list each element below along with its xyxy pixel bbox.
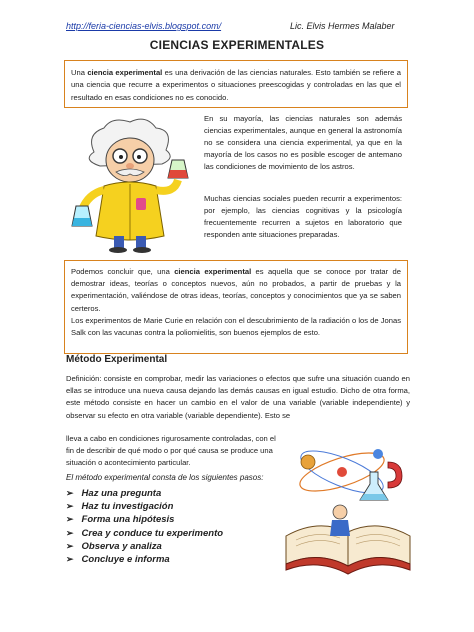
conclusion-text-post: es aquella que se conoce por tratar de demostrar ideas, teorías o conceptos nuevos, aún no probados, a partir de pruebas y la experimentación, valiéndose de otras ideas, teorías, conceptos y conocimientos que ya se saben certeros. (71, 267, 402, 313)
step-label: Forma una hipótesis (81, 514, 175, 526)
conclusion-text-pre: Podemos concluir que, una (71, 267, 175, 276)
steps-title: El método experimental consta de los siguientes pasos: (66, 473, 264, 482)
arrow-bullet-icon: ➢ (66, 488, 74, 498)
step-label: Haz una pregunta (81, 488, 162, 499)
column-paragraph-2: Muchas ciencias sociales pueden recurrir a experimentos: por ejemplo, las ciencias cognitivas y la psicología frecuentemente recurren a sujetos en laboratorio que responden ante situaciones preparadas. (204, 194, 402, 240)
conclusion-paragraph-1 (71, 266, 401, 315)
arrow-bullet-icon: ➢ (66, 540, 74, 551)
blog-link[interactable]: http://feria-ciencias-elvis.blogspot.com/ (66, 21, 222, 31)
intro-text-post: es una derivación de las ciencias naturales. Esto también se refiere a una ciencia que recurre a experimentos o situaciones preescogidas y controladas en las que el resultado en esas condiciones no es conocido. (71, 68, 401, 102)
intro-box (64, 60, 408, 108)
intro-text-bold: ciencia experimental (87, 68, 163, 77)
scientist-illustration (64, 114, 196, 254)
arrow-bullet-icon: ➢ (66, 501, 74, 512)
arrow-bullet-icon: ➢ (66, 554, 74, 565)
list-item (66, 487, 223, 500)
intro-text-pre: Una (71, 68, 88, 77)
arrow-bullet-icon: ➢ (66, 514, 74, 525)
page-header (66, 21, 414, 35)
conclusion-box (64, 260, 408, 354)
step-label: Observa y analiza (81, 540, 162, 552)
column-paragraph-1: En su mayoría, las ciencias naturales son además ciencias experimentales, aunque en general la astronomía no se considera una ciencia experimental, ya que en la mayoría de los casos no es posible escoger de antemano las condiciones de movimiento de los astros. (204, 114, 402, 172)
conclusion-text-bold: ciencia experimental (174, 267, 252, 276)
steps-list (66, 487, 223, 566)
arrow-bullet-icon: ➢ (66, 527, 74, 538)
step-label: Concluye e informa (81, 554, 170, 566)
step-label: Crea y conduce tu experimento (81, 527, 224, 539)
method-continuation: lleva a cabo en condiciones rigurosamente controladas, con el fin de describir de qué modo o por qué causa se produce una situación o acontecimiento particular. (66, 434, 276, 468)
list-item (66, 513, 223, 526)
list-item (66, 500, 223, 513)
list-item (66, 553, 223, 566)
method-heading: Método Experimental (66, 354, 168, 365)
page-title: CIENCIAS EXPERIMENTALES (149, 38, 325, 52)
list-item (66, 527, 223, 540)
step-label: Haz tu investigación (81, 501, 174, 513)
author-name: Lic. Elvis Hermes Malaber (290, 21, 395, 31)
method-definition: Definición: consiste en comprobar, medir las variaciones o efectos que sufre una situación cuando en ellas se introduce una nueva causa dejando las demás causas en igual estudio. Dicho de otra forma, este método consiste en hacer un cambio en el valor de una variable (variable independiente) y observar su efecto en otra variable (variable dependiente). Esto se (66, 374, 410, 420)
conclusion-paragraph-2: Los experimentos de Marie Curie en relación con el descubrimiento de la radiación o los de Jonas Salk con las vacunas contra la poliomielitis, son buenos ejemplos de esto. (71, 315, 401, 338)
science-book-illustration (278, 432, 418, 582)
list-item (66, 540, 223, 553)
